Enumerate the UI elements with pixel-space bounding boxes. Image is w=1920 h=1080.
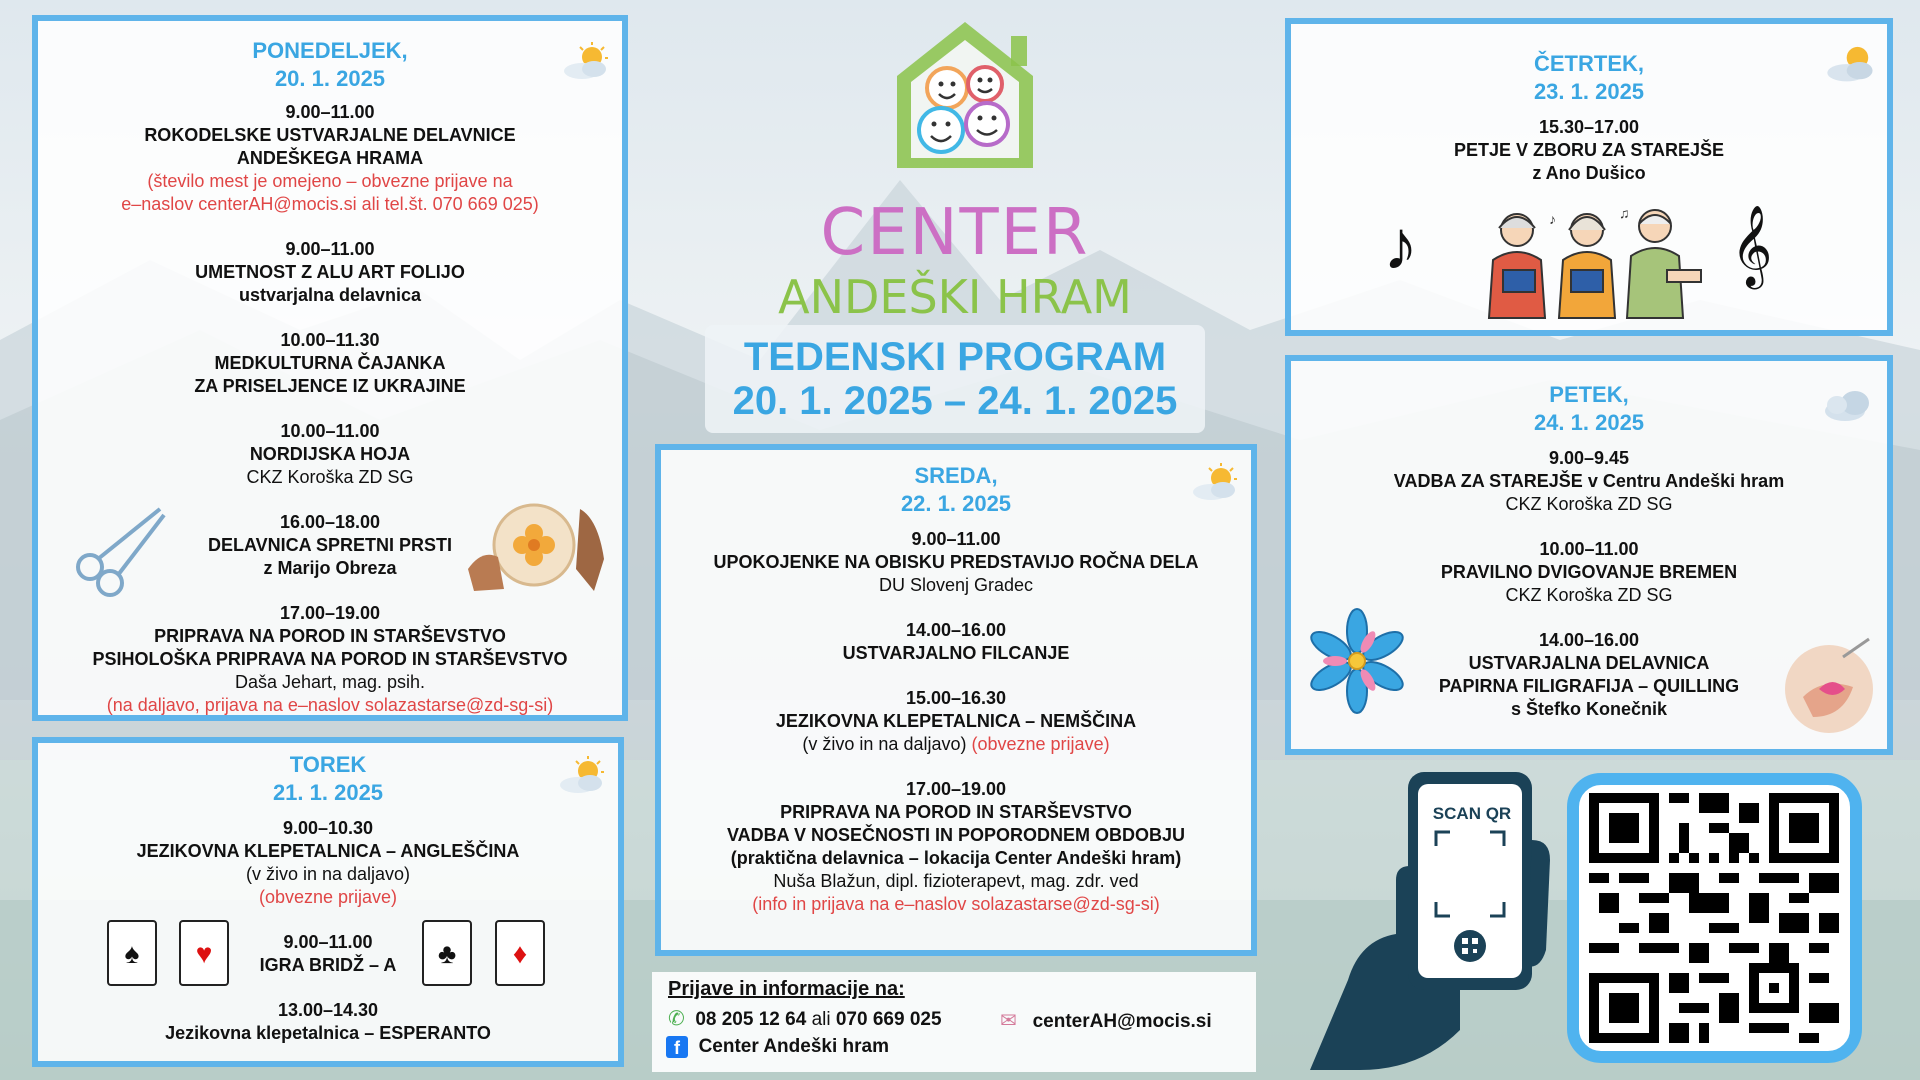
tuesday-event-1: 9.00–10.30 JEZIKOVNA KLEPETALNICA – ANGLEŠČINA (v živo in na daljavo) (obvezne prijave) [136,818,520,907]
facebook-icon: f [666,1036,688,1058]
mail-icon: ✉ [1000,1010,1017,1032]
contact-email [1000,1008,1212,1033]
tuesday-event-3: 13.00–14.30 Jezikovna klepetalnica – ESPERANTO [165,1000,491,1043]
friday-event-3: 14.00–16.00 USTVARJALNA DELAVNICA PAPIRNA FILIGRAFIJA – QUILLING s Štefko Konečnik [1438,630,1740,719]
quilling-flower-icon [1303,607,1411,720]
tuesday-event-2: 9.00–11.00 IGRA BRIDŽ – A [259,932,397,975]
scan-qr-label: SCAN QR [1432,804,1512,823]
friday-event-2: 10.00–11.00 PRAVILNO DVIGOVANJE BREMEN CKZ Koroška ZD SG [1440,539,1738,605]
music-note-icon: ♪ [1383,206,1418,284]
monday-title: PONEDELJEK, 20. 1. 2025 [252,38,408,91]
logo-center-text: CENTER [820,196,1090,270]
tuesday-title: TOREK 21. 1. 2025 [272,752,384,805]
monday-event-3: 10.00–11.30 MEDKULTURNA ČAJANKA ZA PRISELJENCE IZ UKRAJINE [194,330,466,396]
center-logo [755,18,1155,324]
friday-card [1285,355,1893,755]
svg-text:♠: ♠ [124,938,140,969]
monday-event-4: 10.00–11.00 NORDIJSKA HOJA CKZ Koroška ZD SG [246,421,414,487]
thursday-title: ČETRTEK, 23. 1. 2025 [1533,51,1645,104]
embroidery-hands-icon [468,499,608,600]
contact-info [652,972,1256,1072]
card-diamond-icon [494,919,546,992]
house-smileys-icon [885,18,1045,168]
cloud-icon [1821,385,1877,430]
sun-cloud-icon [560,41,612,86]
thursday-card [1285,18,1893,336]
svg-text:♥: ♥ [195,938,213,969]
quilling-hands-icon [1783,637,1875,742]
monday-card [32,15,628,721]
svg-text:♦: ♦ [512,938,528,969]
card-club-icon [421,919,473,992]
wednesday-card [655,444,1257,956]
contact-phone: ✆ 08 205 12 64 ali 070 669 025 [668,1008,942,1030]
sun-cloud-icon [1189,462,1241,507]
tuesday-card [32,737,624,1067]
thursday-event-1: 15.30–17.00 PETJE V ZBORU ZA STAREJŠE z Ano Dušico [1453,117,1725,183]
sun-cloud-icon [556,755,608,800]
monday-event-1: 9.00–11.00 ROKODELSKE USTVARJALNE DELAVNICE ANDEŠKEGA HRAMA (število mest je omejeno – obvezne prijave na e–naslov centerAH@mocis.si ali tel.št. 070 669 025) [121,102,539,214]
monday-event-6: 17.00–19.00 PRIPRAVA NA POROD IN STARŠEVSTVO PSIHOLOŠKA PRIPRAVA NA POROD IN STARŠEVSTVO Daša Jehart, mag. psih. (na daljavo, prijava na e–naslov solazastarse@zd-sg-si) [92,603,568,715]
sun-cloud-icon [1823,40,1879,89]
treble-clef-icon: 𝄞 [1731,204,1773,286]
logo-name-text: ANDEŠKI HRAM [778,270,1132,324]
contact-heading: Prijave in informacije na: [668,978,905,1000]
card-spade-icon [106,919,158,992]
contact-facebook [666,1036,889,1058]
wednesday-event-1: 9.00–11.00 UPOKOJENKE NA OBISKU PREDSTAVIJO ROČNA DELA DU Slovenj Gradec [713,529,1199,595]
monday-event-2: 9.00–11.00 UMETNOST Z ALU ART FOLIJO ustvarjalna delavnica [195,239,465,305]
svg-text:♫: ♫ [1619,205,1630,221]
friday-title: PETEK, 24. 1. 2025 [1533,382,1645,435]
wednesday-event-4: 17.00–19.00 PRIPRAVA NA POROD IN STARŠEVSTVO VADBA V NOSEČNOSTI IN POPORODNEM OBDOBJU (praktična delavnica – lokacija Center Andeški hram) Nuša Blažun, dipl. fizioterapevt, mag. zdr. ved (info in prijava na e–naslov solazastarse@zd-sg-si) [726,779,1186,914]
phone-scan-illustration [1300,770,1560,1075]
weekly-program-title: TEDENSKI PROGRAM 20. 1. 2025 – 24. 1. 2025 [705,325,1205,433]
svg-text:♪: ♪ [1549,211,1556,227]
monday-event-5: 16.00–18.00 DELAVNICA SPRETNI PRSTI z Marijo Obreza [207,512,453,578]
svg-text:♣: ♣ [437,938,457,969]
phone-icon: ✆ [668,1008,685,1030]
facebook-link[interactable]: Center Andeški hram [698,1036,889,1058]
qr-code[interactable] [1567,773,1862,1063]
qr-code-image [1589,793,1839,1043]
wednesday-title: SREDA, 22. 1. 2025 [900,463,1012,516]
friday-event-1: 9.00–9.45 VADBA ZA STAREJŠE v Centru Andeški hram CKZ Koroška ZD SG [1393,448,1785,514]
wednesday-event-2: 14.00–16.00 USTVARJALNO FILCANJE [842,620,1070,663]
wednesday-event-3: 15.00–16.30 JEZIKOVNA KLEPETALNICA – NEMŠČINA (v živo in na daljavo) (obvezne prijave) [775,688,1137,754]
phone-link-1[interactable]: 08 205 12 64 [695,1009,807,1030]
card-heart-icon [178,919,230,992]
phone-link-2[interactable]: 070 669 025 [835,1009,942,1030]
scissors-icon [68,501,168,606]
email-link[interactable]: centerAH@mocis.si [1032,1011,1212,1032]
choir-singers-icon [1477,200,1717,325]
